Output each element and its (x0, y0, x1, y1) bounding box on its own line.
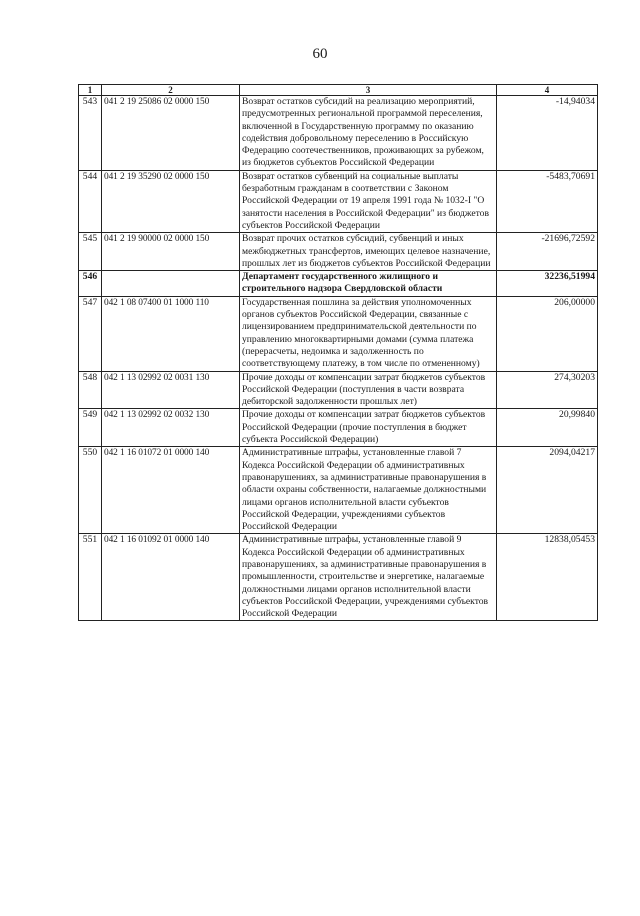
column-header-description: 3 (240, 85, 497, 96)
budget-code-cell: 042 1 16 01092 01 0000 140 (102, 534, 240, 621)
amount-cell: -21696,72592 (497, 233, 598, 271)
amount-cell: 12838,05453 (497, 534, 598, 621)
description-cell: Административные штрафы, установленные главой 7 Кодекса Российской Федерации об административных правонарушениях, за административные правонарушения в области охраны собственности, налагаемые должностными лицами органов исполнительной власти субъектов Российской Федерации, учреждениями субъектов Российской Федерации (240, 447, 497, 534)
budget-revenue-table (78, 84, 598, 621)
description-cell: Прочие доходы от компенсации затрат бюджетов субъектов Российской Федерации (поступления в части возврата дебиторской задолженности прошлых лет) (240, 371, 497, 409)
table-row (79, 233, 598, 271)
page-number: 60 (312, 46, 328, 62)
description-cell: Прочие доходы от компенсации затрат бюджетов субъектов Российской Федерации (прочие поступления в бюджет субъекта Российской Федерации) (240, 409, 497, 447)
amount-cell: 20,99840 (497, 409, 598, 447)
column-header-code: 2 (102, 85, 240, 96)
budget-code-cell: 041 2 19 90000 02 0000 150 (102, 233, 240, 271)
budget-code-cell: 042 1 13 02992 02 0032 130 (102, 409, 240, 447)
column-header-number: 1 (79, 85, 102, 96)
table-row (79, 170, 598, 232)
row-number-cell: 551 (79, 534, 102, 621)
description-cell: Департамент государственного жилищного и строительного надзора Свердловской области (240, 271, 497, 297)
description-cell: Возврат остатков субсидий на реализацию мероприятий, предусмотренных региональной программой переселения, включенной в Государственную программу по оказанию содействия добровольному переселению в Российскую Федерацию соотечественников, проживающих за рубежом, из бюджетов субъектов Российской Федерации (240, 96, 497, 171)
budget-code-cell (102, 271, 240, 297)
table-row (79, 96, 598, 171)
row-number-cell: 548 (79, 371, 102, 409)
table-header-row (79, 85, 598, 96)
row-number-cell: 547 (79, 296, 102, 371)
row-number-cell: 549 (79, 409, 102, 447)
table-row (79, 371, 598, 409)
table-row-department (79, 271, 598, 297)
table-row (79, 296, 598, 371)
amount-cell: -14,94034 (497, 96, 598, 171)
amount-cell: 2094,04217 (497, 447, 598, 534)
description-cell: Возврат остатков субвенций на социальные выплаты безработным гражданам в соответствии с Законом Российской Федерации от 19 апреля 1991 года № 1032-I "О занятости населения в Российской Федерации" из бюджетов субъектов Российской Федерации (240, 170, 497, 232)
amount-cell: -5483,70691 (497, 170, 598, 232)
budget-code-cell: 042 1 16 01072 01 0000 140 (102, 447, 240, 534)
amount-cell: 206,00000 (497, 296, 598, 371)
amount-cell: 32236,51994 (497, 271, 598, 297)
row-number-cell: 543 (79, 96, 102, 171)
table-row (79, 447, 598, 534)
row-number-cell: 550 (79, 447, 102, 534)
row-number-cell: 545 (79, 233, 102, 271)
budget-code-cell: 042 1 08 07400 01 1000 110 (102, 296, 240, 371)
budget-code-cell: 042 1 13 02992 02 0031 130 (102, 371, 240, 409)
column-header-amount: 4 (497, 85, 598, 96)
row-number-cell: 546 (79, 271, 102, 297)
budget-code-cell: 041 2 19 25086 02 0000 150 (102, 96, 240, 171)
description-cell: Административные штрафы, установленные главой 9 Кодекса Российской Федерации об административных правонарушениях, за административные правонарушения в промышленности, строительстве и энергетике, налагаемые должностными лицами органов исполнительной власти субъектов Российской Федерации, учреждениями субъектов Российской Федерации (240, 534, 497, 621)
budget-code-cell: 041 2 19 35290 02 0000 150 (102, 170, 240, 232)
description-cell: Возврат прочих остатков субсидий, субвенций и иных межбюджетных трансфертов, имеющих целевое назначение, прошлых лет из бюджетов субъектов Российской Федерации (240, 233, 497, 271)
amount-cell: 274,30203 (497, 371, 598, 409)
table-row (79, 409, 598, 447)
row-number-cell: 544 (79, 170, 102, 232)
description-cell: Государственная пошлина за действия уполномоченных органов субъектов Российской Федерации, связанные с лицензированием предпринимательской деятельности по управлению многоквартирными домами (сумма платежа (перерасчеты, недоимка и задолженность по соответствующему платежу, в том числе по отмененному) (240, 296, 497, 371)
table-row (79, 534, 598, 621)
